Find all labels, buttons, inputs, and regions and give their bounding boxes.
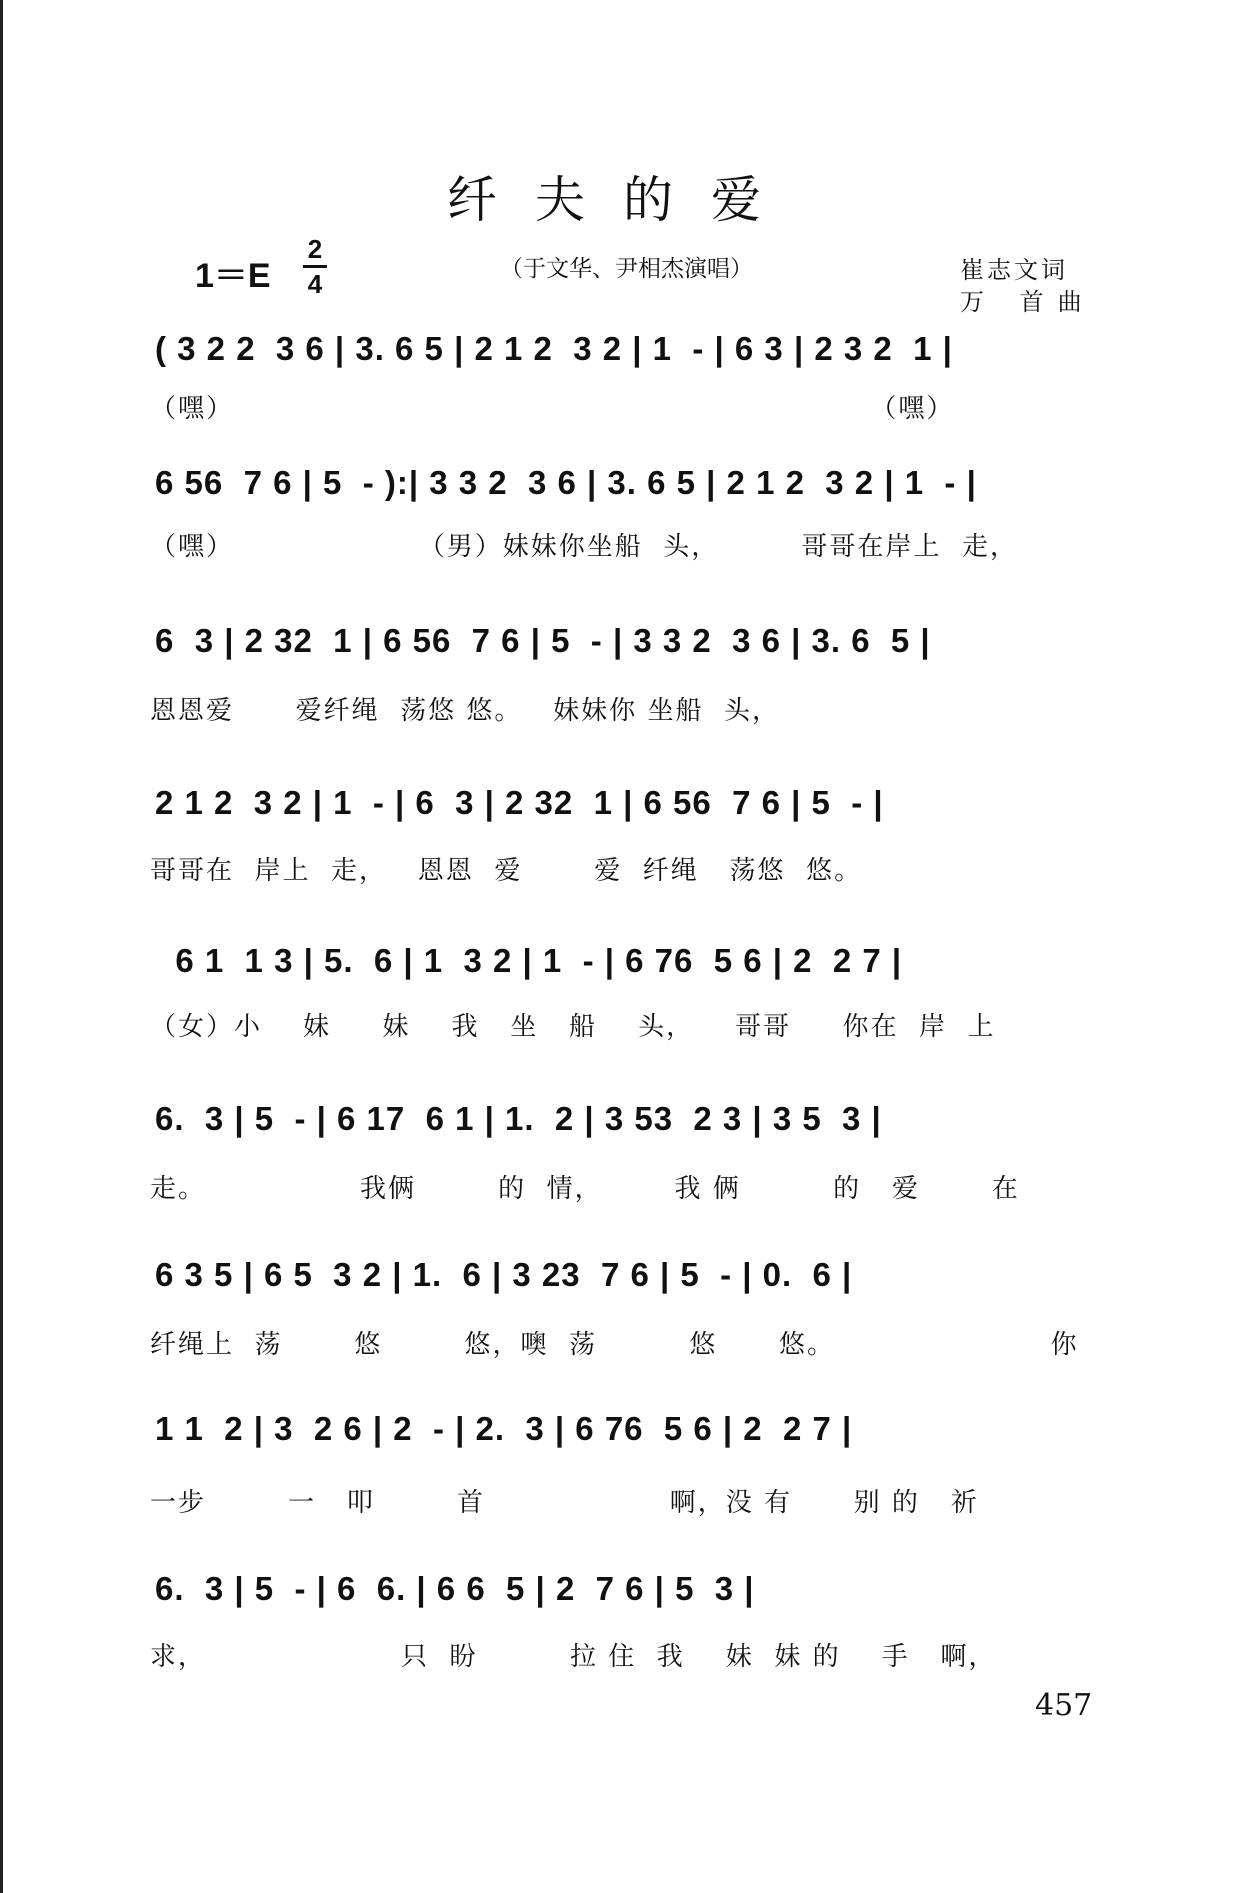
lyrics-line-1: （嘿） （嘿） — [150, 394, 955, 424]
time-signature-top: 2 — [303, 236, 327, 268]
composer-credit: 万 首曲 — [960, 288, 1096, 316]
notation-line-6: 6. 3 | 5 - | 6 17 6 1 | 1. 2 | 3 53 2 3 | 3 5 3 | — [155, 1100, 882, 1137]
lyrics-line-2: （嘿） （男）妹妹你坐船 头， 哥哥在岸上 走， — [150, 532, 1018, 562]
page-number: 457 — [1035, 1688, 1093, 1723]
notation-line-5: 6 1 1 3 | 5. 6 | 1 3 2 | 1 - | 6 76 5 6 | 2 2 7 | — [155, 942, 903, 979]
lyrics-line-7: 纤绳上 荡 悠 悠，噢 荡 悠 悠。 你 — [150, 1330, 1079, 1360]
notation-line-9: 6. 3 | 5 - | 6 6. | 6 6 5 | 2 7 6 | 5 3 | — [155, 1570, 755, 1607]
notation-line-1: ( 3 2 2 3 6 | 3. 6 5 | 2 1 2 3 2 | 1 - | 6 3 | 2 3 2 1 | — [155, 330, 953, 367]
key-signature: 1＝E — [195, 257, 271, 295]
song-title: 纤夫的爱 — [447, 171, 799, 229]
lyrics-line-6: 走。 我俩 的 情， 我 俩 的 爱 在 — [150, 1174, 1020, 1204]
notation-line-8: 1 1 2 | 3 2 6 | 2 - | 2. 3 | 6 76 5 6 | 2 2 7 | — [155, 1410, 853, 1447]
performers-note: （于文华、尹相杰演唱） — [500, 256, 753, 282]
lyrics-line-9: 求， 只 盼 拉 住 我 妹 妹 的 手 啊， — [150, 1642, 997, 1672]
notation-line-2: 6 56 7 6 | 5 - ):| 3 3 2 3 6 | 3. 6 5 | 2 1 2 3 2 | 1 - | — [155, 464, 977, 501]
notation-line-4: 2 1 2 3 2 | 1 - | 6 3 | 2 32 1 | 6 56 7 6 | 5 - | — [155, 784, 884, 821]
notation-line-7: 6 3 5 | 6 5 3 2 | 1. 6 | 3 23 7 6 | 5 - | 0. 6 | — [155, 1256, 853, 1293]
notation-line-3: 6 3 | 2 32 1 | 6 56 7 6 | 5 - | 3 3 2 3 6 | 3. 6 5 | — [155, 622, 931, 659]
lyrics-line-8: 一步 一 叩 首 啊，没 有 别 的 祈 — [150, 1488, 979, 1518]
lyrics-line-5: （女）小 妹 妹 我 坐 船 头， 哥哥 你在 岸 上 — [150, 1012, 996, 1042]
page-left-edge — [0, 0, 3, 1893]
time-signature-bottom: 4 — [307, 269, 323, 299]
time-signature — [303, 236, 327, 297]
lyrics-line-4: 哥哥在 岸上 走， 恩恩 爱 爱 纤绳 荡悠 悠。 — [150, 856, 863, 886]
lyricist-credit: 崔志文词 — [960, 256, 1068, 284]
lyrics-line-3: 恩恩爱 爱纤绳 荡悠 悠。 妹妹你 坐船 头， — [150, 696, 780, 726]
